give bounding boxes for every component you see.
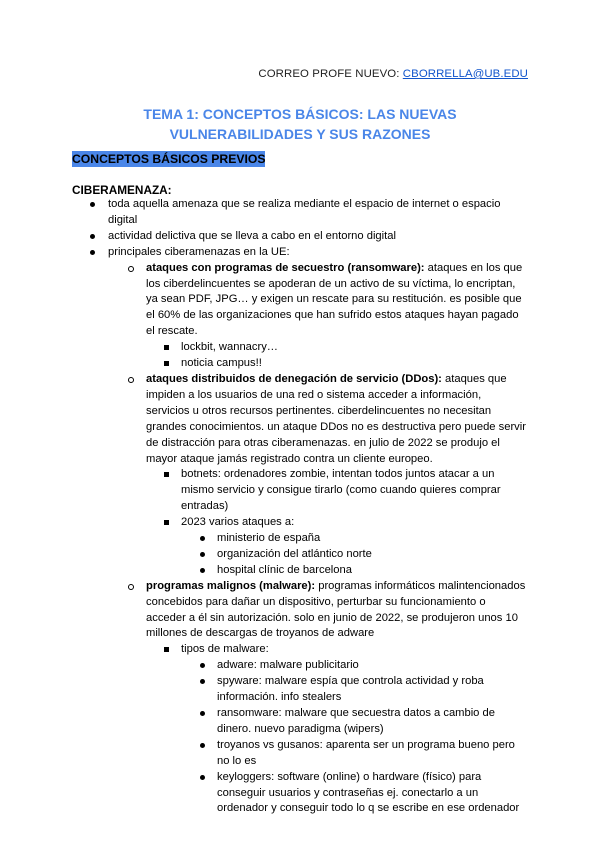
- list-item: [0, 547, 600, 563]
- list-item: [0, 531, 600, 547]
- bullet-icon: [90, 202, 95, 207]
- list-item: [0, 245, 600, 261]
- list-item-text: hospital clínic de barcelona: [217, 563, 352, 576]
- list-item-malware: [0, 579, 600, 643]
- list-item-text: spyware: malware espía que controla actividad y roba información. info stealers: [217, 675, 484, 704]
- square-bullet-icon: [164, 647, 169, 652]
- list-item: [0, 197, 600, 229]
- square-bullet-icon: [164, 345, 169, 350]
- list-item-ddos: [0, 372, 600, 467]
- email-header: [258, 68, 528, 80]
- list-item: [0, 515, 600, 531]
- bullet-icon: [200, 743, 205, 748]
- list-item-text: keyloggers: software (online) o hardware (físico) para conseguir usuarios y contraseñas ej. conectarlo a un ordenador y conseguir todo lo q se escribe en ese ordenador: [217, 770, 520, 815]
- list-item-text: ataques con programas de secuestro (ransomware): ataques en los que los ciberdelincuentes se apoderan de un activo de su víctima, lo encriptan, ya sean PDF, JPG… y exigen un rescate para su restitución. es posible que el 60% de las organizaciones que han sufrido estos ataques hayan pagado el rescate.: [146, 261, 523, 338]
- circle-bullet-icon: [128, 266, 134, 272]
- list-item-text: botnets: ordenadores zombie, intentan todos juntos atacar a un mismo servicio y consigue tirarlo (como cuando quieres comprar entradas): [181, 468, 501, 513]
- list-item: [0, 642, 600, 658]
- circle-bullet-icon: [128, 377, 134, 383]
- subsection-heading: CIBERAMENAZA:: [72, 183, 172, 197]
- bullet-icon: [200, 679, 205, 684]
- list-item-text: ransomware: malware que secuestra datos a cambio de dinero. nuevo paradigma (wipers): [217, 707, 495, 735]
- document-body: [0, 197, 600, 817]
- list-item: [0, 467, 600, 515]
- circle-bullet-icon: [128, 584, 134, 590]
- bullet-icon: [200, 663, 205, 668]
- bullet-icon: [200, 552, 205, 557]
- list-item: [0, 658, 600, 674]
- list-item-text: adware: malware publicitario: [217, 659, 359, 672]
- list-item: [0, 356, 600, 372]
- email-link[interactable]: CBORRELLA@UB.EDU: [402, 68, 528, 80]
- list-item-text: lockbit, wannacry…: [181, 341, 278, 354]
- email-label: CORREO PROFE NUEVO:: [258, 68, 403, 80]
- list-item-text: ministerio de españa: [217, 532, 321, 545]
- square-bullet-icon: [164, 361, 169, 366]
- square-bullet-icon: [164, 472, 169, 477]
- list-item: [0, 229, 600, 245]
- list-item-text: 2023 varios ataques a:: [181, 516, 295, 529]
- bullet-icon: [200, 775, 205, 780]
- list-item-ransomware: [0, 261, 600, 341]
- list-item-text: troyanos vs gusanos: aparenta ser un programa bueno pero no lo es: [217, 738, 515, 767]
- page-title: TEMA 1: CONCEPTOS BÁSICOS: LAS NUEVAS VULNERABILIDADES Y SUS RAZONES: [143, 106, 457, 142]
- list-item-text: actividad delictiva que se lleva a cabo en el entorno digital: [108, 229, 396, 242]
- bullet-icon: [200, 536, 205, 541]
- list-item: [0, 563, 600, 579]
- bullet-icon: [200, 711, 205, 716]
- list-item: [0, 770, 600, 818]
- list-item-text: programas malignos (malware): programas informáticos malintencionados concebidos para dañar un dispositivo, perturbar su funcionamiento o acceder a él sin autorización. solo en junio de 2022, se produjeron unos 10 millones de descargas de troyanos de adware: [146, 579, 526, 640]
- list-item: [0, 340, 600, 356]
- bullet-icon: [90, 250, 95, 255]
- square-bullet-icon: [164, 520, 169, 525]
- bullet-icon: [200, 568, 205, 573]
- bullet-icon: [90, 234, 95, 239]
- list-item-text: principales ciberamenazas en la UE:: [108, 245, 290, 258]
- list-item: [0, 674, 600, 706]
- list-item: [0, 738, 600, 770]
- list-item-text: toda aquella amenaza que se realiza mediante el espacio de internet o espacio digital: [108, 198, 501, 226]
- list-item-text: ataques distribuidos de denegación de servicio (DDos): ataques que impiden a los usuarios de una red o sistema acceder a información, servicios u otros recursos pertinentes. ciberdelincuentes no necesitan grandes conocimientos. un ataque DDos no es destructiva pero puede servir de distracción para otras ciberamenazas. en julio de 2022 se produjo el mayor ataque jamás registrado contra un cliente europeo.: [146, 372, 526, 465]
- list-item-text: organización del atlántico norte: [217, 547, 372, 560]
- list-item-text: noticia campus!!: [181, 357, 262, 370]
- list-item-text: tipos de malware:: [181, 643, 269, 656]
- section-heading: CONCEPTOS BÁSICOS PREVIOS: [72, 152, 266, 166]
- list-item: [0, 706, 600, 738]
